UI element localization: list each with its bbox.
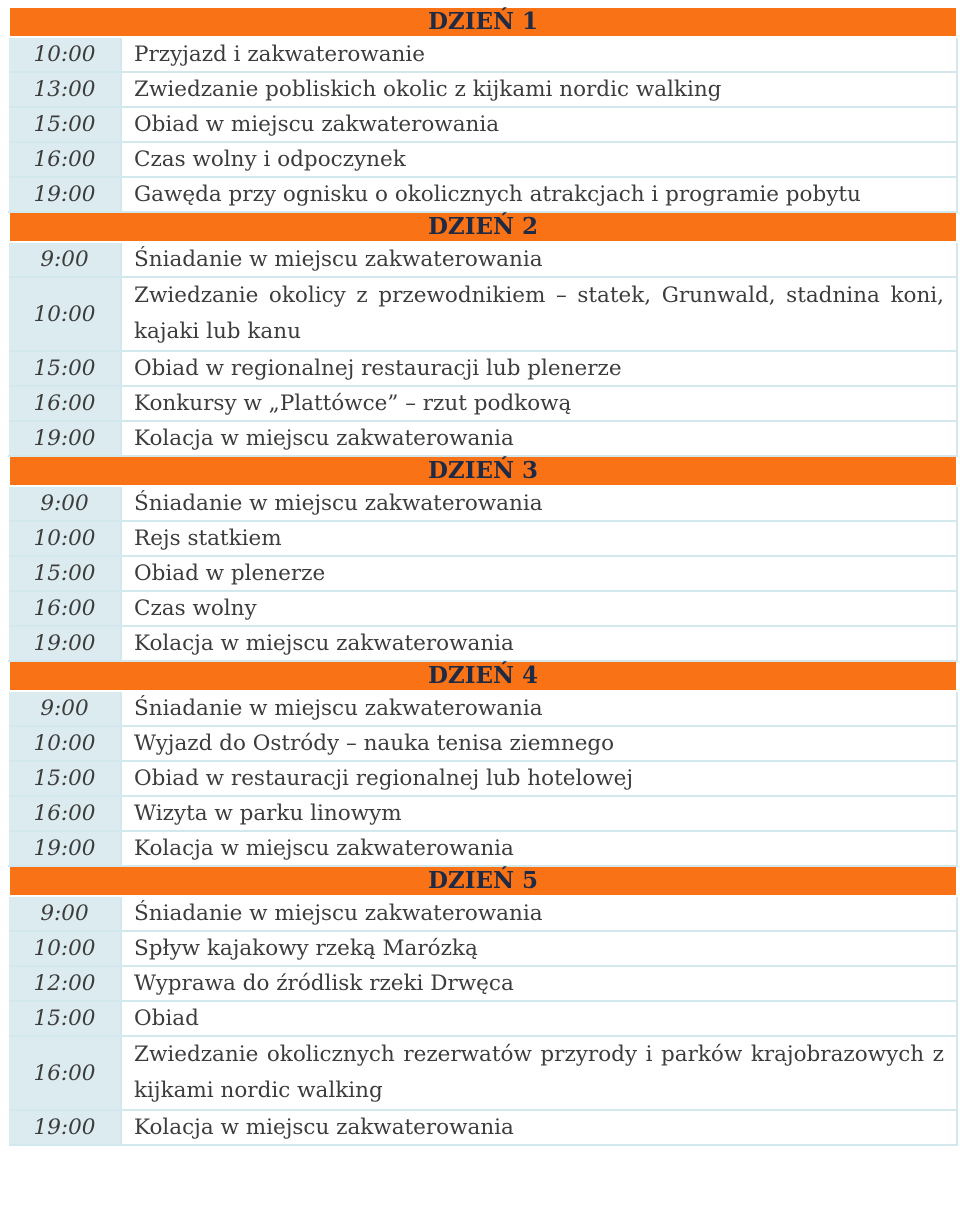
- schedule-row: [9, 966, 957, 1001]
- day-header: [9, 7, 957, 37]
- schedule-row: [9, 37, 957, 72]
- activity-cell: Kolacja w miejscu zakwaterowania: [121, 831, 957, 866]
- activity-cell: Śniadanie w miejscu zakwaterowania: [121, 486, 957, 521]
- schedule-row: [9, 761, 957, 796]
- activity-cell: Śniadanie w miejscu zakwaterowania: [121, 896, 957, 931]
- time-cell: 19:00: [9, 831, 121, 866]
- schedule-row: [9, 831, 957, 866]
- schedule-row: [9, 691, 957, 726]
- day-title: DZIEŃ 3: [9, 456, 957, 486]
- day-title: DZIEŃ 2: [9, 212, 957, 242]
- day-header: [9, 866, 957, 896]
- time-cell: 15:00: [9, 1001, 121, 1036]
- schedule-row: [9, 931, 957, 966]
- activity-cell: Wyjazd do Ostródy – nauka tenisa ziemnego: [121, 726, 957, 761]
- day-title: DZIEŃ 1: [9, 7, 957, 37]
- schedule-row: [9, 277, 957, 351]
- time-cell: 16:00: [9, 1036, 121, 1110]
- time-cell: 9:00: [9, 691, 121, 726]
- time-cell: 16:00: [9, 796, 121, 831]
- activity-cell: Spływ kajakowy rzeką Marózką: [121, 931, 957, 966]
- time-cell: 19:00: [9, 177, 121, 212]
- schedule-row: [9, 486, 957, 521]
- activity-cell: Obiad w plenerze: [121, 556, 957, 591]
- schedule-body: [9, 7, 957, 1145]
- schedule-row: [9, 1001, 957, 1036]
- time-cell: 10:00: [9, 931, 121, 966]
- schedule-row: [9, 142, 957, 177]
- activity-cell: Czas wolny: [121, 591, 957, 626]
- time-cell: 10:00: [9, 521, 121, 556]
- time-cell: 15:00: [9, 761, 121, 796]
- schedule-row: [9, 556, 957, 591]
- time-cell: 13:00: [9, 72, 121, 107]
- activity-cell: Zwiedzanie okolicy z przewodnikiem – statek, Grunwald, stadnina koni, kajaki lub kanu: [121, 277, 957, 351]
- activity-cell: Rejs statkiem: [121, 521, 957, 556]
- schedule-row: [9, 591, 957, 626]
- activity-cell: Konkursy w „Plattówce” – rzut podkową: [121, 386, 957, 421]
- schedule-row: [9, 521, 957, 556]
- schedule-row: [9, 242, 957, 277]
- schedule-row: [9, 177, 957, 212]
- schedule-row: [9, 796, 957, 831]
- activity-cell: Czas wolny i odpoczynek: [121, 142, 957, 177]
- schedule-row: [9, 421, 957, 456]
- day-title: DZIEŃ 4: [9, 661, 957, 691]
- day-header: [9, 661, 957, 691]
- activity-cell: Śniadanie w miejscu zakwaterowania: [121, 691, 957, 726]
- schedule-row: [9, 72, 957, 107]
- activity-cell: Wyprawa do źródlisk rzeki Drwęca: [121, 966, 957, 1001]
- time-cell: 9:00: [9, 242, 121, 277]
- activity-cell: Gawęda przy ognisku o okolicznych atrakcjach i programie pobytu: [121, 177, 957, 212]
- time-cell: 9:00: [9, 486, 121, 521]
- time-cell: 16:00: [9, 142, 121, 177]
- schedule-row: [9, 1036, 957, 1110]
- time-cell: 16:00: [9, 386, 121, 421]
- activity-cell: Obiad: [121, 1001, 957, 1036]
- time-cell: 19:00: [9, 421, 121, 456]
- schedule-row: [9, 386, 957, 421]
- schedule-table: [8, 6, 958, 1146]
- time-cell: 19:00: [9, 626, 121, 661]
- time-cell: 10:00: [9, 726, 121, 761]
- time-cell: 16:00: [9, 591, 121, 626]
- schedule-row: [9, 351, 957, 386]
- time-cell: 10:00: [9, 37, 121, 72]
- activity-cell: Kolacja w miejscu zakwaterowania: [121, 421, 957, 456]
- time-cell: 15:00: [9, 107, 121, 142]
- activity-cell: Zwiedzanie okolicznych rezerwatów przyrody i parków krajobrazowych z kijkami nordic walking: [121, 1036, 957, 1110]
- time-cell: 15:00: [9, 351, 121, 386]
- schedule-row: [9, 626, 957, 661]
- time-cell: 12:00: [9, 966, 121, 1001]
- day-header: [9, 456, 957, 486]
- activity-cell: Kolacja w miejscu zakwaterowania: [121, 1110, 957, 1145]
- schedule-row: [9, 107, 957, 142]
- activity-cell: Przyjazd i zakwaterowanie: [121, 37, 957, 72]
- time-cell: 19:00: [9, 1110, 121, 1145]
- time-cell: 9:00: [9, 896, 121, 931]
- time-cell: 15:00: [9, 556, 121, 591]
- time-cell: 10:00: [9, 277, 121, 351]
- schedule-row: [9, 1110, 957, 1145]
- activity-cell: Wizyta w parku linowym: [121, 796, 957, 831]
- activity-cell: Obiad w restauracji regionalnej lub hotelowej: [121, 761, 957, 796]
- day-header: [9, 212, 957, 242]
- schedule-row: [9, 896, 957, 931]
- activity-cell: Obiad w regionalnej restauracji lub plenerze: [121, 351, 957, 386]
- activity-cell: Obiad w miejscu zakwaterowania: [121, 107, 957, 142]
- activity-cell: Kolacja w miejscu zakwaterowania: [121, 626, 957, 661]
- activity-cell: Zwiedzanie pobliskich okolic z kijkami nordic walking: [121, 72, 957, 107]
- schedule-row: [9, 726, 957, 761]
- day-title: DZIEŃ 5: [9, 866, 957, 896]
- activity-cell: Śniadanie w miejscu zakwaterowania: [121, 242, 957, 277]
